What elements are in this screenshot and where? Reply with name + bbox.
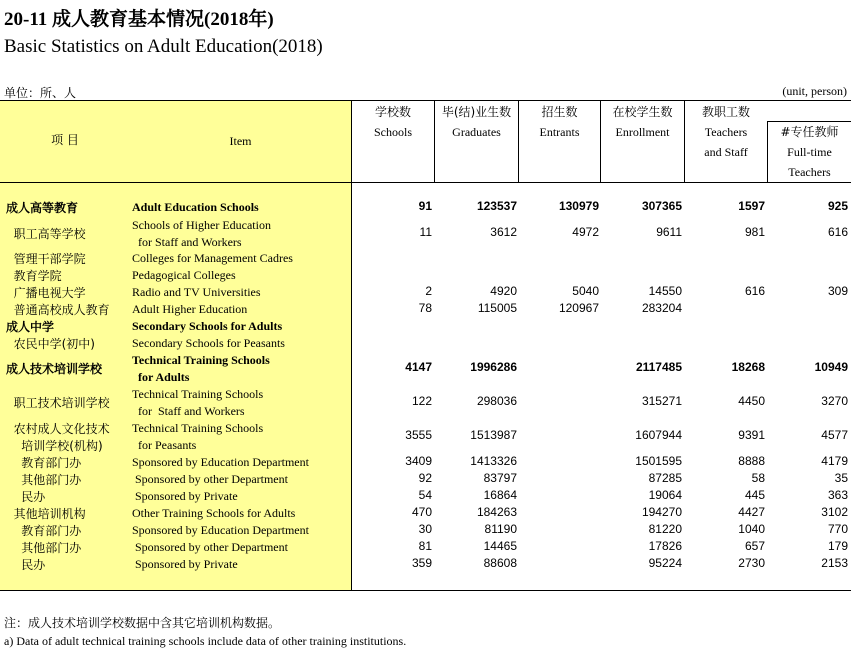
- cell-fulltime: 4577: [821, 428, 848, 442]
- row-label-zh: 广播电视大学: [6, 286, 86, 300]
- header-item-zh: 项 目: [51, 133, 79, 147]
- row-label-en: Sponsored by other Department: [132, 540, 288, 554]
- cell-graduates: 4920: [490, 284, 517, 298]
- cell-graduates: 83797: [483, 471, 517, 485]
- cell-staff: 657: [744, 539, 765, 553]
- cell-schools: 81: [418, 539, 432, 553]
- table-row: [0, 386, 851, 420]
- cell-staff: 616: [744, 284, 765, 298]
- cell-fulltime: 925: [827, 199, 848, 213]
- cell-graduates: 3612: [490, 225, 517, 239]
- cell-graduates: 88608: [483, 556, 517, 570]
- table-row: [0, 352, 851, 386]
- row-label-en: Secondary Schools for Adults: [132, 319, 283, 333]
- row-label-en-line2: for Adults: [132, 370, 190, 384]
- row-label-en: Sponsored by Education Department: [132, 523, 309, 537]
- header-graduates: 毕(结)业生数 Graduates: [441, 105, 512, 139]
- cell-staff: 1040: [738, 522, 765, 536]
- row-label-zh: 职工技术培训学校: [6, 396, 110, 410]
- row-label-en: Technical Training Schools: [132, 353, 270, 367]
- cell-graduates: 1996286: [470, 360, 517, 374]
- row-label-en: Sponsored by Private: [132, 557, 238, 571]
- table-row: [0, 420, 851, 454]
- cell-graduates: 115005: [477, 301, 517, 315]
- cell-schools: 78: [418, 301, 432, 315]
- cell-schools: 30: [418, 522, 432, 536]
- cell-graduates: 81190: [484, 522, 517, 536]
- row-label-en: Schools of Higher Education: [132, 218, 271, 232]
- row-label-en: Other Training Schools for Adults: [132, 506, 296, 520]
- cell-enrollment: 315271: [641, 394, 682, 408]
- cell-schools: 359: [411, 556, 432, 570]
- table-row: [0, 284, 851, 301]
- table-row: [0, 505, 851, 522]
- cell-enrollment: 19064: [648, 488, 682, 502]
- row-label-en: Secondary Schools for Peasants: [132, 336, 285, 350]
- row-label-zh: 其他部门办: [6, 541, 82, 555]
- header-fulltime: #专任教师 Full-time Teachers: [780, 125, 839, 179]
- row-label-en: Colleges for Management Cadres: [132, 251, 293, 265]
- cell-fulltime: 770: [827, 522, 848, 536]
- cell-schools: 3409: [405, 454, 432, 468]
- cell-schools: 92: [418, 471, 432, 485]
- cell-fulltime: 309: [827, 284, 848, 298]
- cell-fulltime: 363: [827, 488, 848, 502]
- cell-staff: 981: [744, 225, 765, 239]
- header-staff: 教职工数 Teachers and Staff: [701, 105, 750, 159]
- cell-enrollment: 307365: [641, 199, 682, 213]
- cell-fulltime: 3102: [821, 505, 848, 519]
- row-label-zh: 教育部门办: [6, 524, 82, 538]
- row-label-zh: 成人技术培训学校: [6, 362, 103, 376]
- table-row: [0, 556, 851, 573]
- page-title-en: Basic Statistics on Adult Education(2018): [4, 36, 323, 57]
- row-label-zh: 成人中学: [6, 320, 55, 334]
- header-enrollment: 在校学生数 Enrollment: [612, 105, 673, 139]
- row-label-zh: 职工高等学校: [6, 227, 86, 241]
- cell-graduates: 16864: [483, 488, 517, 502]
- cell-graduates: 123537: [476, 199, 517, 213]
- cell-staff: 8888: [738, 454, 765, 468]
- row-label-en: Sponsored by Private: [132, 489, 238, 503]
- cell-graduates: 14465: [483, 539, 517, 553]
- footnote-zh: 注：成人技术培训学校数据中含其它培训机构数据。: [4, 616, 281, 630]
- row-label-en-line2: for Staff and Workers: [132, 235, 242, 249]
- row-label-zh: 普通高校成人教育: [6, 303, 110, 317]
- cell-entrants: 4972: [572, 225, 599, 239]
- row-label-zh-line2: 培训学校(机构): [6, 439, 103, 453]
- cell-enrollment: 2117485: [635, 360, 682, 374]
- row-label-zh: 民办: [6, 558, 46, 572]
- cell-staff: 58: [751, 471, 765, 485]
- cell-graduates: 1413326: [470, 454, 517, 468]
- row-label-en-line2: for Peasants: [132, 438, 197, 452]
- table-row: [0, 250, 851, 267]
- table-row: [0, 335, 851, 352]
- unit-label-en: (unit, person): [782, 84, 847, 98]
- row-label-zh: 教育部门办: [6, 456, 82, 470]
- unit-label-zh: 单位：所、人: [4, 86, 77, 100]
- cell-fulltime: 35: [834, 471, 848, 485]
- cell-schools: 91: [418, 199, 432, 213]
- cell-fulltime: 2153: [821, 556, 848, 570]
- cell-schools: 122: [411, 394, 432, 408]
- cell-schools: 11: [419, 225, 432, 239]
- table-row: [0, 318, 851, 335]
- cell-schools: 470: [411, 505, 432, 519]
- row-label-en: Pedagogical Colleges: [132, 268, 236, 282]
- cell-entrants: 120967: [558, 301, 599, 315]
- row-label-en: Sponsored by Education Department: [132, 455, 309, 469]
- cell-graduates: 184263: [476, 505, 517, 519]
- row-label-en: Adult Education Schools: [132, 200, 259, 214]
- cell-staff: 4450: [738, 394, 765, 408]
- header-bottom-rule: [0, 182, 851, 183]
- row-label-zh: 农村成人文化技术: [6, 422, 110, 436]
- row-label-zh: 成人高等教育: [6, 201, 79, 215]
- page-title-zh: 20-11 成人教育基本情况(2018年): [4, 9, 274, 30]
- cell-enrollment: 81220: [648, 522, 682, 536]
- cell-graduates: 298036: [476, 394, 517, 408]
- header-item-en: Item: [229, 134, 252, 148]
- row-label-zh: 其他部门办: [6, 473, 82, 487]
- cell-enrollment: 87285: [648, 471, 682, 485]
- table-row: [0, 454, 851, 471]
- row-label-zh: 农民中学(初中): [6, 337, 95, 351]
- cell-enrollment: 1501595: [635, 454, 682, 468]
- row-label-en-line2: for Staff and Workers: [132, 404, 245, 418]
- row-label-zh: 民办: [6, 490, 46, 504]
- cell-staff: 4427: [738, 505, 765, 519]
- cell-graduates: 1513987: [470, 428, 517, 442]
- table-row: [0, 301, 851, 318]
- row-label-en: Technical Training Schools: [132, 421, 264, 435]
- cell-staff: 2730: [738, 556, 765, 570]
- cell-entrants: 5040: [572, 284, 599, 298]
- cell-staff: 1597: [738, 199, 765, 213]
- row-label-zh: 管理干部学院: [6, 252, 86, 266]
- table-row: [0, 267, 851, 284]
- table-bottom-rule: [0, 590, 851, 591]
- table-row: [0, 199, 851, 216]
- table-row: [0, 539, 851, 556]
- row-label-zh: 教育学院: [6, 269, 62, 283]
- row-label-en: Radio and TV Universities: [132, 285, 261, 299]
- footnote-en: a) Data of adult technical training schools include data of other training institutions.: [4, 634, 407, 648]
- row-label-en: Adult Higher Education: [132, 302, 248, 316]
- cell-fulltime: 179: [827, 539, 848, 553]
- table-row: [0, 488, 851, 505]
- cell-enrollment: 17826: [648, 539, 682, 553]
- cell-enrollment: 14550: [648, 284, 682, 298]
- cell-schools: 4147: [405, 360, 432, 374]
- cell-schools: 54: [418, 488, 432, 502]
- table-row: [0, 217, 851, 251]
- cell-enrollment: 283204: [641, 301, 682, 315]
- cell-fulltime: 3270: [821, 394, 848, 408]
- cell-enrollment: 1607944: [635, 428, 682, 442]
- row-label-en: Technical Training Schools: [132, 387, 264, 401]
- header-entrants: 招生数 Entrants: [539, 105, 580, 139]
- cell-enrollment: 194270: [641, 505, 682, 519]
- cell-staff: 445: [744, 488, 765, 502]
- table-top-rule: [0, 100, 851, 101]
- cell-enrollment: 95224: [648, 556, 682, 570]
- cell-schools: 2: [425, 284, 432, 298]
- cell-fulltime: 4179: [821, 454, 848, 468]
- row-label-en: Sponsored by other Department: [132, 472, 288, 486]
- cell-enrollment: 9611: [656, 225, 682, 239]
- header-schools: 学校数 Schools: [373, 105, 412, 139]
- cell-fulltime: 616: [827, 225, 848, 239]
- row-label-zh: 其他培训机构: [6, 507, 86, 521]
- cell-entrants: 130979: [558, 199, 599, 213]
- cell-schools: 3555: [405, 428, 432, 442]
- table-row: [0, 471, 851, 488]
- cell-staff: 9391: [738, 428, 765, 442]
- cell-fulltime: 10949: [814, 360, 848, 374]
- table-row: [0, 522, 851, 539]
- cell-staff: 18268: [731, 360, 765, 374]
